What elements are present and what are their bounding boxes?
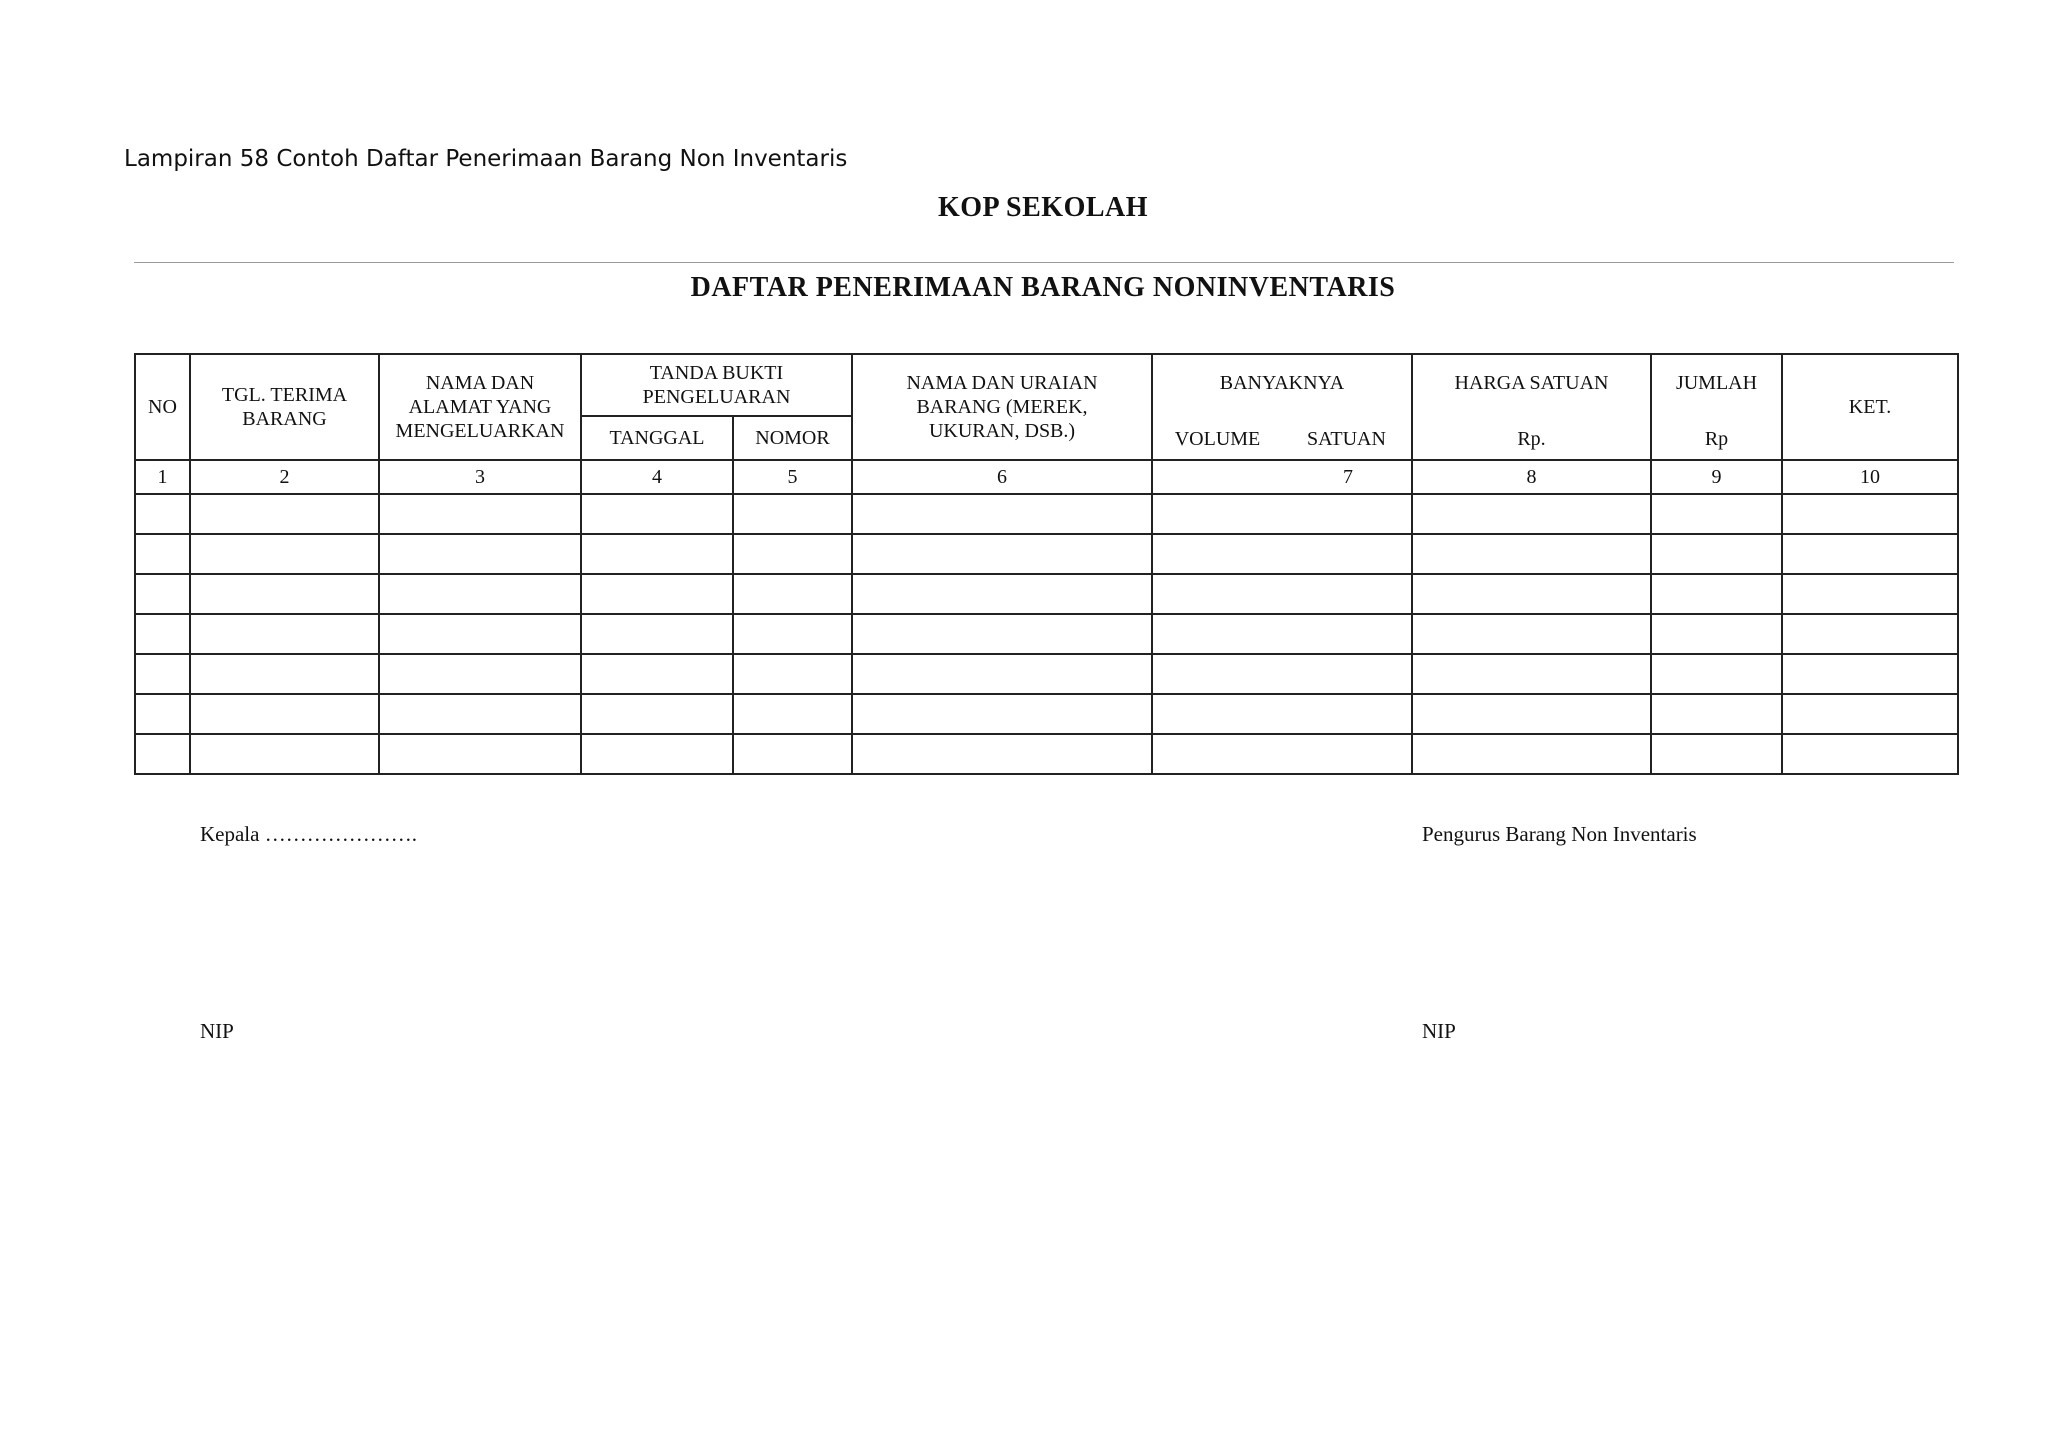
table-cell[interactable] (1651, 734, 1782, 774)
table-cell[interactable] (1152, 574, 1412, 614)
table-cell[interactable] (379, 614, 581, 654)
header-harga-unit: Rp. (1517, 428, 1546, 450)
header-uraian-line2: BARANG (MEREK, (916, 396, 1088, 418)
table-cell[interactable] (135, 534, 190, 574)
table-row (135, 534, 1958, 574)
column-number-label: 7 (1343, 466, 1353, 488)
receipt-table (134, 353, 1959, 775)
column-number: 2 (190, 460, 379, 494)
table-cell[interactable] (1412, 534, 1651, 574)
header-nama-line1: NAMA DAN (425, 372, 535, 394)
column-number: 10 (1782, 460, 1958, 494)
table-cell[interactable] (1152, 694, 1412, 734)
header-nomor: NOMOR (733, 416, 852, 460)
header-banyaknya (1152, 354, 1412, 460)
table-cell[interactable] (733, 494, 852, 534)
column-number: 1 (135, 460, 190, 494)
column-number: 8 (1412, 460, 1651, 494)
header-no: NO (135, 354, 190, 460)
table-cell[interactable] (852, 494, 1152, 534)
header-nama-alamat (379, 354, 581, 460)
table-cell[interactable] (733, 734, 852, 774)
table-cell[interactable] (733, 694, 852, 734)
table-cell[interactable] (1782, 614, 1958, 654)
header-uraian-line3: UKURAN, DSB.) (928, 420, 1076, 442)
table-cell[interactable] (1651, 534, 1782, 574)
table-cell[interactable] (1412, 614, 1651, 654)
table-cell[interactable] (1412, 694, 1651, 734)
table-cell[interactable] (1152, 654, 1412, 694)
header-tgl-line1: TGL. TERIMA (221, 384, 348, 406)
column-number (1152, 460, 1412, 494)
table-cell[interactable] (1412, 494, 1651, 534)
header-nama-line2: ALAMAT YANG (408, 396, 552, 418)
table-cell[interactable] (581, 614, 733, 654)
table-cell[interactable] (190, 534, 379, 574)
table-cell[interactable] (190, 574, 379, 614)
header-uraian-line1: NAMA DAN URAIAN (906, 372, 1098, 394)
header-jumlah (1651, 354, 1782, 460)
table-row (135, 614, 1958, 654)
table-cell[interactable] (190, 694, 379, 734)
table-cell[interactable] (1412, 654, 1651, 694)
header-banyaknya-label: BANYAKNYA (1219, 372, 1345, 394)
table-cell[interactable] (1412, 574, 1651, 614)
header-ket: KET. (1782, 354, 1958, 460)
table-cell[interactable] (852, 734, 1152, 774)
table-cell[interactable] (733, 614, 852, 654)
letterhead-divider (134, 262, 1954, 263)
table-cell[interactable] (581, 694, 733, 734)
signature-kepala-title: Kepala …………………. (200, 822, 417, 846)
header-tgl-terima (190, 354, 379, 460)
table-cell[interactable] (1782, 494, 1958, 534)
table-cell[interactable] (1651, 494, 1782, 534)
column-number: 3 (379, 460, 581, 494)
header-tanda-bukti (581, 354, 852, 416)
header-volume: VOLUME (1174, 428, 1261, 450)
table-cell[interactable] (379, 494, 581, 534)
table-cell[interactable] (852, 534, 1152, 574)
table-cell[interactable] (733, 654, 852, 694)
table-cell[interactable] (379, 694, 581, 734)
table-cell[interactable] (852, 614, 1152, 654)
table-cell[interactable] (1782, 694, 1958, 734)
table-cell[interactable] (1782, 654, 1958, 694)
document-caption: Lampiran 58 Contoh Daftar Penerimaan Barang Non Inventaris (124, 146, 848, 172)
table-cell[interactable] (1412, 734, 1651, 774)
column-number: 9 (1651, 460, 1782, 494)
table-row (135, 654, 1958, 694)
table-cell[interactable] (852, 654, 1152, 694)
table-cell[interactable] (1782, 534, 1958, 574)
table-cell[interactable] (379, 574, 581, 614)
column-number: 4 (581, 460, 733, 494)
header-nama-line3: MENGELUARKAN (395, 420, 565, 442)
table-cell[interactable] (135, 734, 190, 774)
table-cell[interactable] (1152, 534, 1412, 574)
table-cell[interactable] (190, 654, 379, 694)
table-cell[interactable] (190, 614, 379, 654)
table-cell[interactable] (581, 734, 733, 774)
table-cell[interactable] (135, 694, 190, 734)
table-cell[interactable] (1782, 574, 1958, 614)
table-cell[interactable] (135, 654, 190, 694)
table-cell[interactable] (733, 534, 852, 574)
header-bukti-line2: PENGELUARAN (642, 386, 791, 408)
table-cell[interactable] (1152, 494, 1412, 534)
header-bukti-line1: TANDA BUKTI (649, 362, 784, 384)
header-uraian-barang (852, 354, 1152, 460)
table-cell[interactable] (135, 614, 190, 654)
table-cell[interactable] (190, 494, 379, 534)
table-row (135, 494, 1958, 534)
table-cell[interactable] (852, 694, 1152, 734)
table-cell[interactable] (135, 574, 190, 614)
table-cell[interactable] (190, 734, 379, 774)
document-title: DAFTAR PENERIMAAN BARANG NONINVENTARIS (690, 272, 1396, 303)
table-cell[interactable] (1651, 614, 1782, 654)
table-row (135, 694, 1958, 734)
table-cell[interactable] (581, 574, 733, 614)
table-cell[interactable] (852, 574, 1152, 614)
table-cell[interactable] (1782, 734, 1958, 774)
header-harga-satuan (1412, 354, 1651, 460)
table-cell[interactable] (1651, 654, 1782, 694)
table-cell[interactable] (379, 734, 581, 774)
table-cell[interactable] (1152, 734, 1412, 774)
column-number: 5 (733, 460, 852, 494)
table-cell[interactable] (1651, 574, 1782, 614)
table-cell[interactable] (733, 574, 852, 614)
table-cell[interactable] (379, 654, 581, 694)
table-cell[interactable] (135, 494, 190, 534)
header-jumlah-unit: Rp (1704, 428, 1729, 450)
signature-pengurus-nip: NIP (1422, 1019, 1456, 1043)
header-satuan: SATUAN (1307, 428, 1386, 450)
table-cell[interactable] (1152, 614, 1412, 654)
header-tgl-line2: BARANG (242, 408, 327, 430)
column-number-row (135, 460, 1958, 494)
signature-pengurus-title: Pengurus Barang Non Inventaris (1422, 822, 1697, 846)
column-number: 6 (852, 460, 1152, 494)
kop-sekolah-heading: KOP SEKOLAH (937, 192, 1149, 223)
table-cell[interactable] (581, 534, 733, 574)
table-cell[interactable] (581, 654, 733, 694)
header-jumlah-label: JUMLAH (1675, 372, 1758, 394)
signature-kepala-nip: NIP (200, 1019, 234, 1043)
table-cell[interactable] (379, 534, 581, 574)
table-cell[interactable] (1651, 694, 1782, 734)
table-cell[interactable] (581, 494, 733, 534)
header-harga-label: HARGA SATUAN (1454, 372, 1609, 394)
table-row (135, 734, 1958, 774)
header-tanggal: TANGGAL (581, 416, 733, 460)
table-row (135, 574, 1958, 614)
